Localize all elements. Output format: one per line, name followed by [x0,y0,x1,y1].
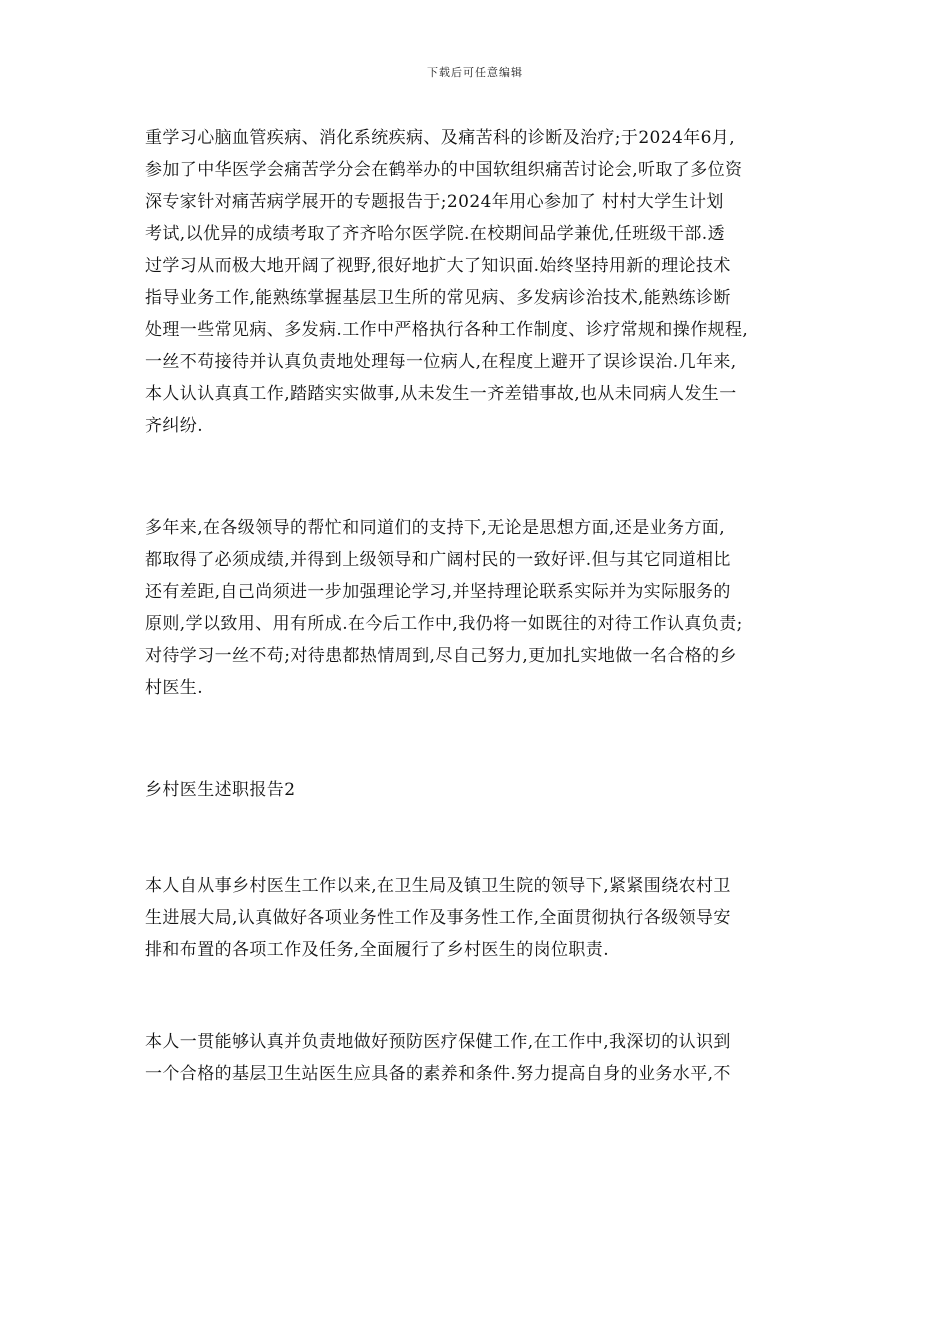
text-line: 对待学习一丝不苟;对待患都热情周到,尽自己努力,更加扎实地做一名合格的乡 [145,646,737,666]
text-line: 本人自从事乡村医生工作以来,在卫生局及镇卫生院的领导下,紧紧围绕农村卫 [145,876,731,896]
text-line: 原则,学以致用、用有所成.在今后工作中,我仍将一如既往的对待工作认真负责; [145,614,743,634]
paragraph-spacer [145,806,815,870]
text-line: 指导业务工作,能熟练掌握基层卫生所的常见病、多发病诊治技术,能熟练诊断 [145,288,731,308]
text-line: 生进展大局,认真做好各项业务性工作及事务性工作,全面贯彻执行各级领导安 [145,908,731,928]
document-body [145,122,815,1090]
paragraph-spacer [145,966,815,1026]
paragraph-spacer [145,704,815,774]
text-line: 排和布置的各项工作及任务,全面履行了乡村医生的岗位职责. [145,940,610,960]
text-line: 还有差距,自己尚须进一步加强理论学习,并坚持理论联系实际并为实际服务的 [145,582,731,602]
text-line: 深专家针对痛苦病学展开的专题报告于;2024年用心参加了 村村大学生计划 [145,192,724,212]
text-line: 过学习从而极大地开阔了视野,很好地扩大了知识面.始终坚持用新的理论技术 [145,256,731,276]
text-line: 本人一贯能够认真并负责地做好预防医疗保健工作,在工作中,我深切的认识到 [145,1032,731,1052]
text-line: 本人认认真真工作,踏踏实实做事,从未发生一齐差错事故,也从未同病人发生一 [145,384,737,404]
text-line: 重学习心脑血管疾病、消化系统疾病、及痛苦科的诊断及治疗;于2024年6月, [145,128,736,148]
text-line: 齐纠纷. [145,416,204,436]
paragraph-spacer [145,442,815,512]
paragraph-3 [145,870,815,966]
page-header: 下载后可任意编辑 [427,66,523,79]
text-line: 多年来,在各级领导的帮忙和同道们的支持下,无论是思想方面,还是业务方面, [145,518,726,538]
text-line: 一个合格的基层卫生站医生应具备的素养和条件.努力提高自身的业务水平,不 [145,1064,731,1084]
section-heading [145,774,815,806]
text-line: 考试,以优异的成绩考取了齐齐哈尔医学院.在校期间品学兼优,任班级干部.透 [145,224,726,244]
text-line: 处理一些常见病、多发病.工作中严格执行各种工作制度、诊疗常规和操作规程, [145,320,749,340]
paragraph-2 [145,512,815,704]
section-title: 乡村医生述职报告2 [145,780,296,800]
text-line: 都取得了必须成绩,并得到上级领导和广阔村民的一致好评.但与其它同道相比 [145,550,731,570]
paragraph-4 [145,1026,815,1090]
paragraph-1 [145,122,815,442]
text-line: 一丝不苟接待并认真负责地处理每一位病人,在程度上避开了误诊误治.几年来, [145,352,737,372]
text-line: 村医生. [145,678,204,698]
text-line: 参加了中华医学会痛苦学分会在鹤举办的中国软组织痛苦讨论会,听取了多位资 [145,160,743,180]
